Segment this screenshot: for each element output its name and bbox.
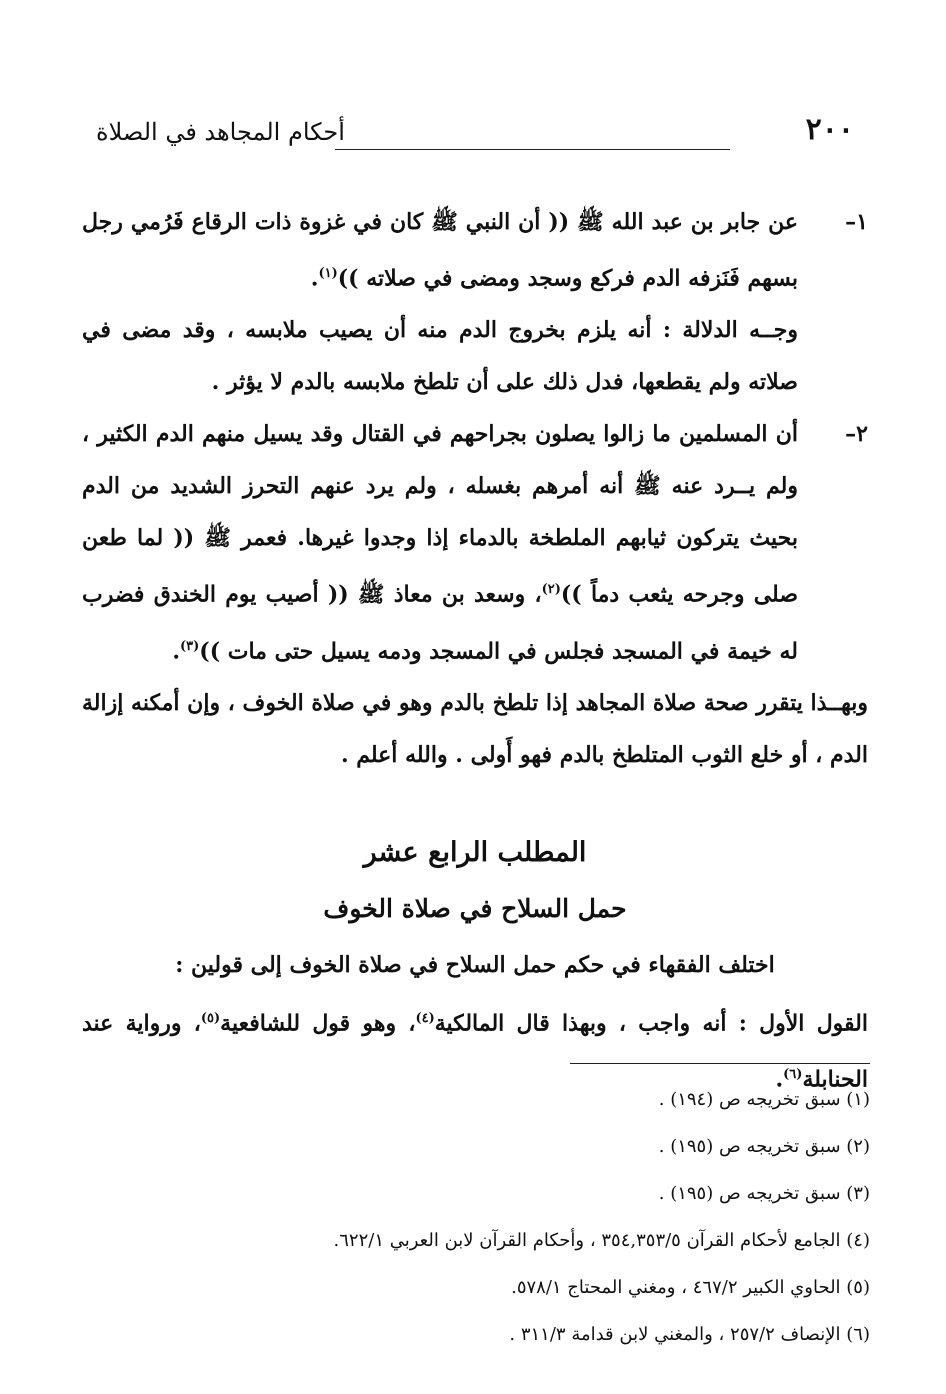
footnote-ref[interactable]: (٤) (415, 1010, 435, 1026)
first-opinion: القول الأول : أنه واجب ، وبهذا قال المالكية$^{(٤)}$، وهو قول للشافعية$^{(٥)}$، ورواية عند الحنابلة$^{(٦)}$. (82, 1010, 868, 1093)
argument-text: أن المسلمين ما زالوا يصلون بجراحهم في القتال وقد يسيل منهم الدم الكثير ، ولم يــرد عنه ﷺ أنه أمرهم بغسله ، ولم يرد عنهم التحرز الشديد من الدم بحيث يتركون ثيابهم الملطخة بالدماء إذا وجدوا غيرها. فعمر ﷺ (( لما طعن صلى وجرحه يثعب دماً ))$^{(٢)}$، وسعد بن معاذ ﷺ (( أصيب يوم الخندق فضرب له خيمة في المسجد فجلس في المسجد ودمه يسيل حتى مات ))$^{(٣)}$. (82, 421, 799, 664)
list-item (82, 196, 868, 408)
item-number: ٢– (845, 421, 868, 448)
footnote-ref[interactable]: (٦) (783, 1067, 803, 1083)
section-intro: اختلف الفقهاء في حكم حمل السلاح في صلاة الخوف إلى قولين : (175, 951, 775, 978)
item-number: ١– (845, 209, 868, 235)
page-number: ٢٠٠ (805, 112, 854, 147)
footnote-ref[interactable]: (٢) (541, 582, 561, 598)
conclusion-paragraph: وبهــذا يتقرر صحة صلاة المجاهد إذا تلطخ بالدم وهو في صلاة الخوف ، وإن أمكنه إزالة الدم ، أو خلع الثوب المتلطخ بالدم فهو أَولى . والله أعلم . (82, 689, 868, 768)
footnote: (١) سبق تخريجه ص (١٩٤) . (658, 1089, 870, 1110)
footnote: (٦) الإنصاف ٢٥٧/٢ ، والمغني لابن قدامة ٣١١/٣ . (509, 1324, 870, 1345)
footnote: (٣) سبق تخريجه ص (١٩٥) . (658, 1183, 870, 1204)
footnote: (٢) سبق تخريجه ص (١٩٥) . (658, 1136, 870, 1157)
section-subtitle: حمل السلاح في صلاة الخوف (323, 893, 627, 923)
footnote-ref[interactable]: (٣) (179, 638, 200, 654)
footnotes (120, 1076, 870, 1358)
footnote-ref[interactable]: (٥) (200, 1010, 221, 1026)
running-title: أحكام المجاهد في الصلاة (96, 118, 345, 146)
main-text (82, 196, 868, 1106)
evidence-note: وجــه الدلالة : أنه يلزم بخروج الدم منه أن يصيب ملابسه ، وقد مضى في صلاته ولم يقطعها، فدل ذلك على أن تلطخ ملابسه بالدم لا يؤثر . (82, 317, 798, 396)
hadith-text: عن جابر بن عبد الله ﷺ (( أن النبي ﷺ كان في غزوة ذات الرقاع فَرُمي رجل بسهم فَنَزفه الدم فركع وسجد ومضى في صلاته ))$^{(١)}$. (82, 209, 798, 292)
footnote: (٤) الجامع لأحكام القرآن ٣٥٤,٣٥٣/٥ ، وأحكام القرآن لابن العربي ٦٢٢/١. (333, 1230, 870, 1251)
page-header (96, 112, 854, 156)
list-item (82, 408, 868, 677)
footnote: (٥) الحاوي الكبير ٤٦٧/٢ ، ومغني المحتاج ٥٧٨/١. (511, 1277, 870, 1298)
footnote-divider (570, 1063, 870, 1064)
footnote-ref[interactable]: (١) (318, 266, 338, 281)
header-rule (335, 149, 730, 150)
section-title: المطلب الرابع عشر (363, 836, 587, 868)
